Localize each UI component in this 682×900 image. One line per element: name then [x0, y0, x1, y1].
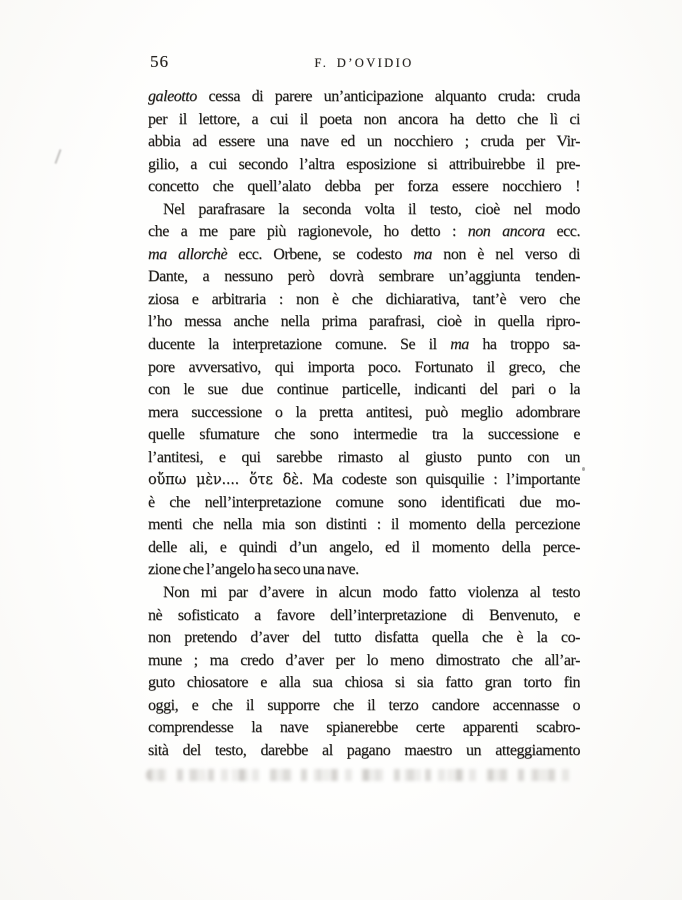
text-segment-italic: non ancora	[467, 223, 545, 241]
text-segment: gilio, a cui secondo l’altra esposizione si attribuirebbe il pre-	[148, 155, 580, 173]
text-line	[148, 627, 580, 650]
text-segment: ziosa e arbitraria : non è che dichiarativa, tant’è vero che	[148, 290, 580, 308]
text-line	[148, 357, 580, 380]
text-segment: guto chiosatore e alla sua chiosa si sia fatto gran torto fin	[148, 674, 580, 692]
text-line	[148, 605, 580, 628]
running-header: F. D’OVIDIO	[314, 56, 414, 70]
text-segment: Ma codeste son quisquilie : l’importante	[303, 471, 580, 489]
text-line	[148, 199, 580, 222]
text-segment: zione che l’angelo ha seco una nave.	[148, 561, 359, 579]
text-line	[148, 447, 580, 470]
text-line	[148, 537, 580, 560]
text-line	[148, 176, 580, 199]
text-segment-greek: οὔπω μὲν.... ὅτε δὲ.	[148, 472, 304, 489]
text-segment: l’antitesi, e qui sarebbe rimasto al giusto punto con un	[148, 448, 580, 466]
text-segment: sità del testo, darebbe al pagano maestro un atteggiamento	[148, 741, 580, 759]
text-line	[148, 334, 580, 357]
text-segment: Non mi par d’avere in alcun modo fatto violenza al testo	[163, 584, 580, 602]
text-block	[148, 86, 580, 762]
text-line	[148, 402, 580, 425]
text-line	[148, 154, 580, 177]
text-line	[148, 582, 580, 605]
text-segment: comprendesse la nave spianerebbe certe apparenti scabro-	[148, 719, 580, 737]
text-line	[148, 86, 580, 109]
text-line	[148, 559, 580, 582]
text-segment: mera successione o la pretta antitesi, può meglio adombrare	[148, 403, 580, 421]
text-segment: che a me pare più ragionevole, ho detto :	[148, 223, 468, 241]
text-segment: oggi, e che il supporre che il terzo candore accennasse o	[148, 696, 580, 714]
text-segment: pore avversativo, qui importa poco. Fortunato il greco, che	[148, 358, 580, 376]
text-segment: non è nel verso di	[431, 245, 580, 263]
text-segment: ecc. Orbene, se codesto	[227, 245, 414, 263]
text-line	[148, 379, 580, 402]
scratch-artifact	[54, 149, 61, 164]
text-line	[148, 672, 580, 695]
text-segment-italic: galeotto	[148, 88, 197, 105]
text-line	[148, 266, 580, 289]
text-line	[148, 469, 580, 492]
text-line	[148, 695, 580, 718]
page-number: 56	[150, 52, 169, 71]
text-segment: è che nell’interpretazione comune sono identificati due mo-	[148, 493, 580, 511]
text-line	[148, 424, 580, 447]
text-line	[148, 492, 580, 515]
text-segment: ducente la interpretazione comune. Se il	[148, 336, 451, 354]
text-segment: Nel parafrasare la seconda volta il testo, cioè nel modo	[163, 200, 580, 218]
text-segment-italic: ma allorchè	[148, 245, 228, 263]
text-segment-italic: ma	[413, 245, 432, 263]
text-segment: con le sue due continue particelle, indicanti del pari o la	[148, 381, 580, 399]
text-segment: concetto che quell’alato debba per forza essere nocchiero !	[148, 178, 580, 196]
text-line	[148, 109, 580, 132]
text-segment: delle ali, e quindi d’un angelo, ed il momento della perce-	[148, 538, 580, 556]
text-segment: ha troppo sa-	[468, 336, 580, 354]
text-line	[148, 514, 580, 537]
text-segment: per il lettore, a cui il poeta non ancora ha detto che lì ci	[148, 110, 580, 128]
text-segment: non pretendo d’aver del tutto disfatta quella che è la co-	[148, 629, 580, 647]
text-segment: l’ho messa anche nella prima parafrasi, cioè in quella ripro-	[148, 313, 580, 331]
page-header	[148, 52, 580, 74]
text-segment: cessa di parere un’anticipazione alquanto cruda: cruda	[196, 88, 580, 105]
text-segment: nè sofisticato a favore dell’interpretazione di Benvenuto, e	[148, 606, 580, 624]
text-segment: ecc.	[544, 223, 580, 241]
text-segment-italic: ma	[450, 336, 469, 354]
text-line	[148, 244, 580, 267]
text-line	[148, 221, 580, 244]
text-segment: quelle sfumature che sono intermedie tra la successione e	[148, 426, 580, 444]
text-line	[148, 289, 580, 312]
speck-artifact	[582, 467, 585, 471]
text-line	[148, 131, 580, 154]
bleed-through-artifact	[146, 769, 574, 781]
text-segment: mune ; ma credo d’aver per lo meno dimostrato che all’ar-	[148, 651, 580, 669]
text-segment: menti che nella mia son distinti : il momento della percezione	[148, 516, 580, 534]
text-segment: Dante, a nessuno però dovrà sembrare un’aggiunta tenden-	[148, 268, 580, 286]
text-line	[148, 650, 580, 673]
text-line	[148, 717, 580, 740]
text-segment: abbia ad essere una nave ed un nocchiero ; cruda per Vir-	[148, 133, 580, 151]
text-line	[148, 311, 580, 334]
text-line	[148, 740, 580, 763]
